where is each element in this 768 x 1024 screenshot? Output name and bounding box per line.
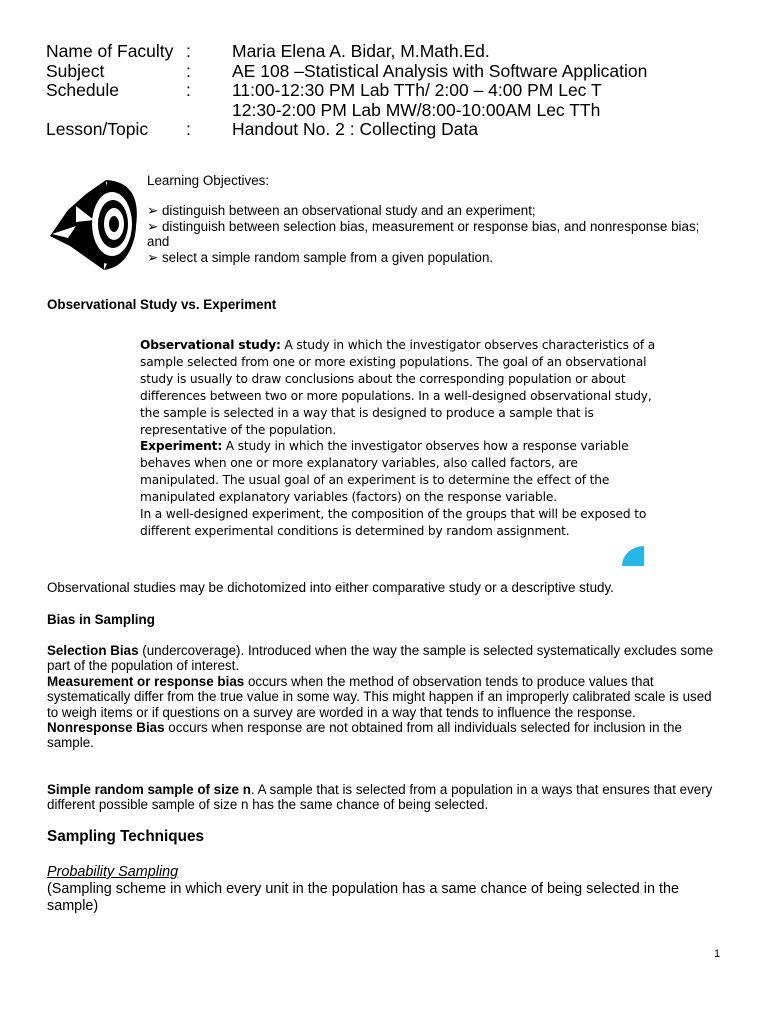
srs-term: Simple random sample of size n xyxy=(47,782,251,797)
topic-row xyxy=(46,120,647,140)
subject-value: AE 108 –Statistical Analysis with Software Application xyxy=(232,60,648,81)
experiment-note: In a well-designed experiment, the composition of the groups that will be exposed to different experimental conditions is determined by random assignment. xyxy=(140,507,647,538)
section-heading-techniques: Sampling Techniques xyxy=(47,828,204,845)
schedule-line-2: 12:30-2:00 PM Lab MW/8:00-10:00AM Lec TTh xyxy=(232,99,601,120)
objective-item: ➢ distinguish between selection bias, measurement or response bias, and nonresponse bias; and xyxy=(147,218,700,250)
subject-row xyxy=(46,62,647,82)
objectives-title: Learning Objectives: xyxy=(147,173,270,188)
probability-sampling-text: (Sampling scheme in which every unit in the population has a same chance of being selected in the sample) xyxy=(47,881,679,914)
experiment-text: A study in which the investigator observes how a response variable behaves when one or more explanatory variables, also called factors, are manipulated. The usual goal of an experiment is to determine the effect of the manipulated explanatory variables (factors) on the response variable. xyxy=(140,439,629,505)
faculty-label: Name of Faculty xyxy=(46,41,174,61)
topic-value: Handout No. 2 : Collecting Data xyxy=(232,119,479,140)
srs-paragraph xyxy=(47,782,719,813)
topic-label: Lesson/Topic xyxy=(46,119,149,140)
schedule-label: Schedule xyxy=(46,80,119,101)
definitions-box xyxy=(140,337,660,540)
topic-colon: : xyxy=(186,119,191,140)
nonresponse-bias-term: Nonresponse Bias xyxy=(47,720,165,736)
objective-item: ➢ distinguish between an observational study and an experiment; xyxy=(147,203,536,219)
target-logo-icon xyxy=(46,176,146,272)
probability-sampling xyxy=(47,864,719,915)
bias-paragraph xyxy=(47,643,719,751)
observational-definition xyxy=(140,337,660,438)
dichotomy-paragraph: Observational studies may be dichotomized into either comparative study or a descriptive study. xyxy=(47,580,614,595)
schedule-line-1: 11:00-12:30 PM Lab TTh/ 2:00 – 4:00 PM Lec T xyxy=(232,80,602,101)
nonresponse-bias xyxy=(47,720,719,751)
subject-label: Subject xyxy=(46,60,105,81)
page-number: 1 xyxy=(714,948,721,960)
nonresponse-bias-text: occurs when response are not obtained from all individuals selected for inclusion in the sample. xyxy=(47,720,682,751)
learning-objectives xyxy=(147,173,707,265)
experiment-term: Experiment: xyxy=(140,439,223,454)
selection-bias-text: (undercoverage). Introduced when the way the sample is selected systematically excludes some part of the population of interest. xyxy=(47,643,714,674)
observational-term: Observational study: xyxy=(140,338,281,352)
observational-text: A study in which the investigator observes characteristics of a sample selected from one or more existing populations. The goal of an observational study is usually to draw conclusions about the corresponding population or about differences between two or more populations. In a well-designed observational study, the sample is selected in a way that is designed to produce a sample that is representative of the population. xyxy=(140,338,656,437)
selection-bias xyxy=(47,643,719,674)
document-header xyxy=(46,42,647,140)
measurement-bias-text: occurs when the method of observation tends to produce values that systematically differ from the true value in some way. This might happen if an improperly calibrated scale is used to weigh items or if questions on a survey are worded in a way that tends to influence the response. xyxy=(47,673,712,720)
section-heading-bias: Bias in Sampling xyxy=(47,612,155,627)
faculty-value: Maria Elena A. Bidar, M.Math.Ed. xyxy=(232,41,490,61)
subject-colon: : xyxy=(186,60,191,81)
schedule-row xyxy=(46,81,647,101)
corner-decoration-icon xyxy=(622,546,644,566)
selection-bias-term: Selection Bias xyxy=(47,643,139,658)
faculty-colon: : xyxy=(186,41,191,61)
schedule-row-2 xyxy=(46,101,647,121)
objective-item: ➢ select a simple random sample from a given population. xyxy=(147,249,494,265)
probability-sampling-title: Probability Sampling xyxy=(47,864,179,880)
schedule-colon: : xyxy=(186,80,191,101)
measurement-bias xyxy=(47,674,719,720)
srs-text: . A sample that is selected from a population in a ways that ensures that every different possible sample of size n has the same chance of being selected. xyxy=(47,782,713,813)
measurement-bias-term: Measurement or response bias xyxy=(47,673,245,689)
section-heading-obs-vs-exp: Observational Study vs. Experiment xyxy=(47,297,277,312)
experiment-definition xyxy=(140,438,660,506)
faculty-row xyxy=(46,42,647,62)
